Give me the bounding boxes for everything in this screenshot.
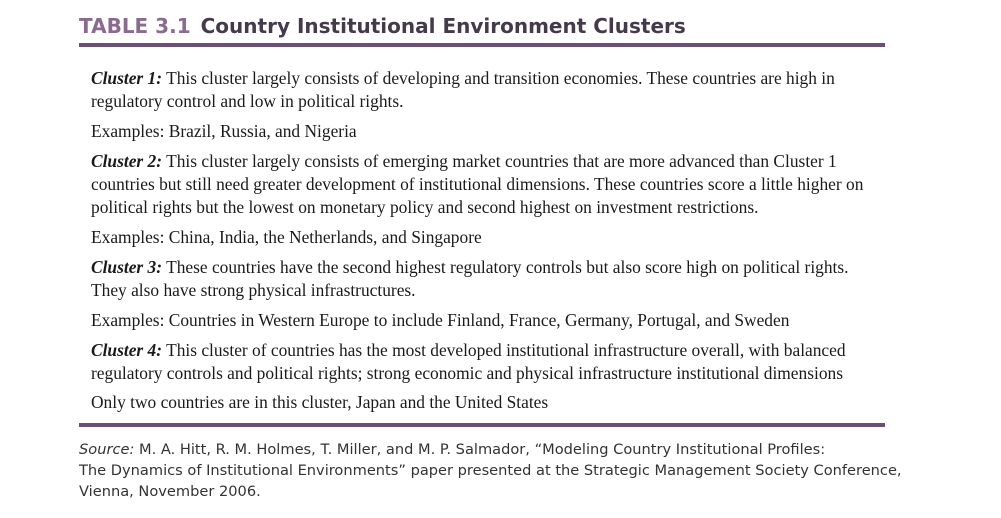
bottom-rule (79, 423, 885, 427)
cluster-4-description (91, 339, 873, 385)
table-container (79, 12, 902, 502)
source-text-1: M. A. Hitt, R. M. Holmes, T. Miller, and M. P. Salmador, “Modeling Country Institutional Profiles: (139, 441, 826, 458)
cluster-4-label: Cluster 4: (91, 340, 163, 360)
cluster-4-text: This cluster of countries has the most developed institutional infrastructure overall, with balanced regulatory controls and political rights; strong economic and physical infrastructure institutional dimensions (91, 340, 846, 383)
cluster-3-description (91, 256, 873, 302)
table-number: TABLE 3.1 (79, 14, 191, 38)
cluster-1-label: Cluster 1: (91, 68, 163, 88)
cluster-2-description (91, 150, 873, 219)
cluster-2-text: This cluster largely consists of emerging market countries that are more advanced than Cluster 1 countries but still need greater development of institutional dimensions. These countries score a little higher on political rights but the lowest on monetary policy and second highest on investment restrictions. (91, 151, 864, 217)
cluster-1-text: This cluster largely consists of developing and transition economies. These countries are high in regulatory control and low in political rights. (91, 68, 835, 111)
table-body (79, 67, 885, 414)
cluster-3-label: Cluster 3: (91, 257, 163, 277)
cluster-3-examples: Examples: Countries in Western Europe to include Finland, France, Germany, Portugal, and Sweden (91, 310, 790, 330)
source-note (79, 439, 909, 502)
source-line-3: Vienna, November 2006. (79, 483, 261, 500)
cluster-1-examples: Examples: Brazil, Russia, and Nigeria (91, 121, 357, 141)
cluster-1-description (91, 67, 873, 113)
cluster-2-label: Cluster 2: (91, 151, 163, 171)
table-title (79, 12, 885, 40)
source-line-1 (79, 439, 909, 460)
cluster-2-examples: Examples: China, India, the Netherlands, and Singapore (91, 227, 482, 247)
cluster-3-text: These countries have the second highest regulatory controls but also score high on political rights. They also have strong physical infrastructures. (91, 257, 849, 300)
source-label: Source: (79, 441, 135, 458)
top-rule (79, 43, 885, 47)
cluster-4-examples: Only two countries are in this cluster, Japan and the United States (91, 392, 549, 412)
table-title-text: Country Institutional Environment Clusters (200, 14, 686, 38)
source-line-2: The Dynamics of Institutional Environments” paper presented at the Strategic Management Society Conference, (79, 462, 902, 479)
